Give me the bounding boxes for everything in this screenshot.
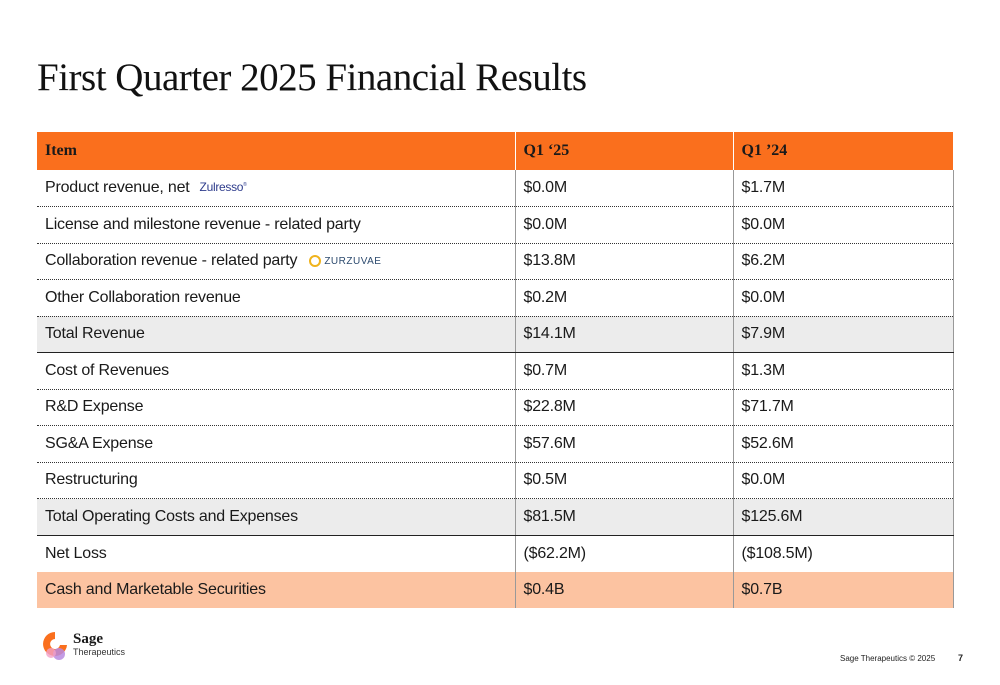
cell-q1-24: $6.2M bbox=[733, 243, 953, 280]
cell-q1-25: $0.0M bbox=[515, 207, 733, 244]
cell-q1-25: $0.5M bbox=[515, 462, 733, 499]
row-label: Restructuring bbox=[37, 462, 515, 499]
cell-q1-24: $0.7B bbox=[733, 572, 953, 609]
row-label: Collaboration revenue - related party ZURZUVAE bbox=[37, 243, 515, 280]
table-row bbox=[37, 462, 953, 499]
cell-q1-24: $0.0M bbox=[733, 280, 953, 317]
cell-q1-25: ($62.2M) bbox=[515, 535, 733, 572]
total-revenue-row bbox=[37, 316, 953, 353]
cell-q1-24: $71.7M bbox=[733, 389, 953, 426]
row-label: Cash and Marketable Securities bbox=[37, 572, 515, 609]
table-row bbox=[37, 280, 953, 317]
sage-mark-icon bbox=[40, 628, 70, 662]
row-label: SG&A Expense bbox=[37, 426, 515, 463]
cell-q1-25: $81.5M bbox=[515, 499, 733, 536]
header-q1-25: Q1 ‘25 bbox=[515, 132, 733, 170]
row-label: R&D Expense bbox=[37, 389, 515, 426]
cell-q1-25: $13.8M bbox=[515, 243, 733, 280]
table-row bbox=[37, 353, 953, 390]
net-loss-row bbox=[37, 535, 953, 572]
table-row bbox=[37, 243, 953, 280]
cell-q1-24: $1.7M bbox=[733, 170, 953, 207]
row-label: Net Loss bbox=[45, 544, 107, 562]
row-label: Total Operating Costs and Expenses bbox=[37, 499, 515, 536]
slide-title: First Quarter 2025 Financial Results bbox=[37, 56, 587, 99]
zurzuvae-ring-icon bbox=[309, 255, 321, 267]
cell-q1-24: ($108.5M) bbox=[733, 535, 953, 572]
financial-results-table bbox=[37, 132, 954, 608]
cell-q1-25: $22.8M bbox=[515, 389, 733, 426]
header-item: Item bbox=[37, 132, 515, 170]
table-row bbox=[37, 170, 953, 207]
cell-q1-24: $7.9M bbox=[733, 316, 953, 353]
cell-q1-24: $125.6M bbox=[733, 499, 953, 536]
header-q1-24: Q1 ’24 bbox=[733, 132, 953, 170]
cell-q1-24: $52.6M bbox=[733, 426, 953, 463]
row-label: Other Collaboration revenue bbox=[37, 280, 515, 317]
table-row bbox=[37, 207, 953, 244]
sage-subtitle: Therapeutics bbox=[73, 647, 126, 658]
total-operating-costs-row bbox=[37, 499, 953, 536]
cell-q1-24: $0.0M bbox=[733, 462, 953, 499]
row-label: Product revenue, net Zulresso® bbox=[37, 170, 515, 207]
cell-q1-25: $14.1M bbox=[515, 316, 733, 353]
cell-q1-25: $0.7M bbox=[515, 353, 733, 390]
row-label: Cost of Revenues bbox=[37, 353, 515, 390]
cell-q1-25: $0.4B bbox=[515, 572, 733, 609]
copyright: Sage Therapeutics © 2025 bbox=[840, 654, 936, 663]
cell-q1-24: $0.0M bbox=[733, 207, 953, 244]
page-number: 7 bbox=[958, 653, 964, 663]
row-label: Total Revenue bbox=[37, 316, 515, 353]
zurzuvae-logo: ZURZUVAE bbox=[309, 255, 381, 267]
table-header-row bbox=[37, 132, 953, 170]
cell-q1-25: $0.2M bbox=[515, 280, 733, 317]
table-row bbox=[37, 389, 953, 426]
cell-q1-25: $57.6M bbox=[515, 426, 733, 463]
cash-row bbox=[37, 572, 953, 609]
zulresso-logo: Zulresso® bbox=[199, 179, 247, 194]
cell-q1-24: $1.3M bbox=[733, 353, 953, 390]
sage-logo bbox=[40, 628, 125, 662]
cell-q1-25: $0.0M bbox=[515, 170, 733, 207]
table-row bbox=[37, 426, 953, 463]
row-label: License and milestone revenue - related party bbox=[37, 207, 515, 244]
sage-name: Sage bbox=[73, 631, 103, 648]
